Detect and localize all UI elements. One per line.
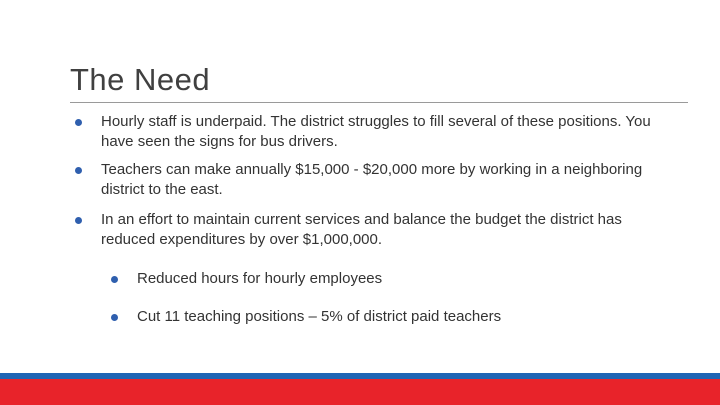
sub-bullet-item-teaching-positions	[70, 307, 680, 327]
bullet-text: Cut 11 teaching positions – 5% of district paid teachers	[137, 308, 502, 325]
bullet-dot-icon	[75, 167, 82, 174]
bullet-text: Hourly staff is underpaid. The district struggles to fill several of these positions. You have seen the signs for bus drivers.	[101, 113, 651, 150]
bullet-text: Reduced hours for hourly employees	[137, 270, 383, 287]
sub-bullet-item-reduced-hours	[70, 269, 680, 289]
bullet-item-teachers-pay	[70, 160, 680, 200]
bullet-text: Teachers can make annually $15,000 - $20,000 more by working in a neighboring district to the east.	[101, 161, 643, 198]
bullet-item-hourly-staff	[70, 112, 680, 152]
bullet-dot-icon	[75, 217, 82, 224]
bullet-dot-icon	[111, 314, 118, 321]
bullet-list	[70, 112, 680, 327]
slide-title: The Need	[70, 62, 211, 97]
footer-band-red	[0, 379, 720, 405]
bullet-dot-icon	[75, 119, 82, 126]
title-divider	[70, 102, 688, 103]
bullet-item-reduced-expenditures	[70, 210, 680, 250]
bullet-dot-icon	[111, 276, 118, 283]
bullet-text: In an effort to maintain current services and balance the budget the district has reduced expenditures by over $1,000,000.	[101, 211, 622, 248]
